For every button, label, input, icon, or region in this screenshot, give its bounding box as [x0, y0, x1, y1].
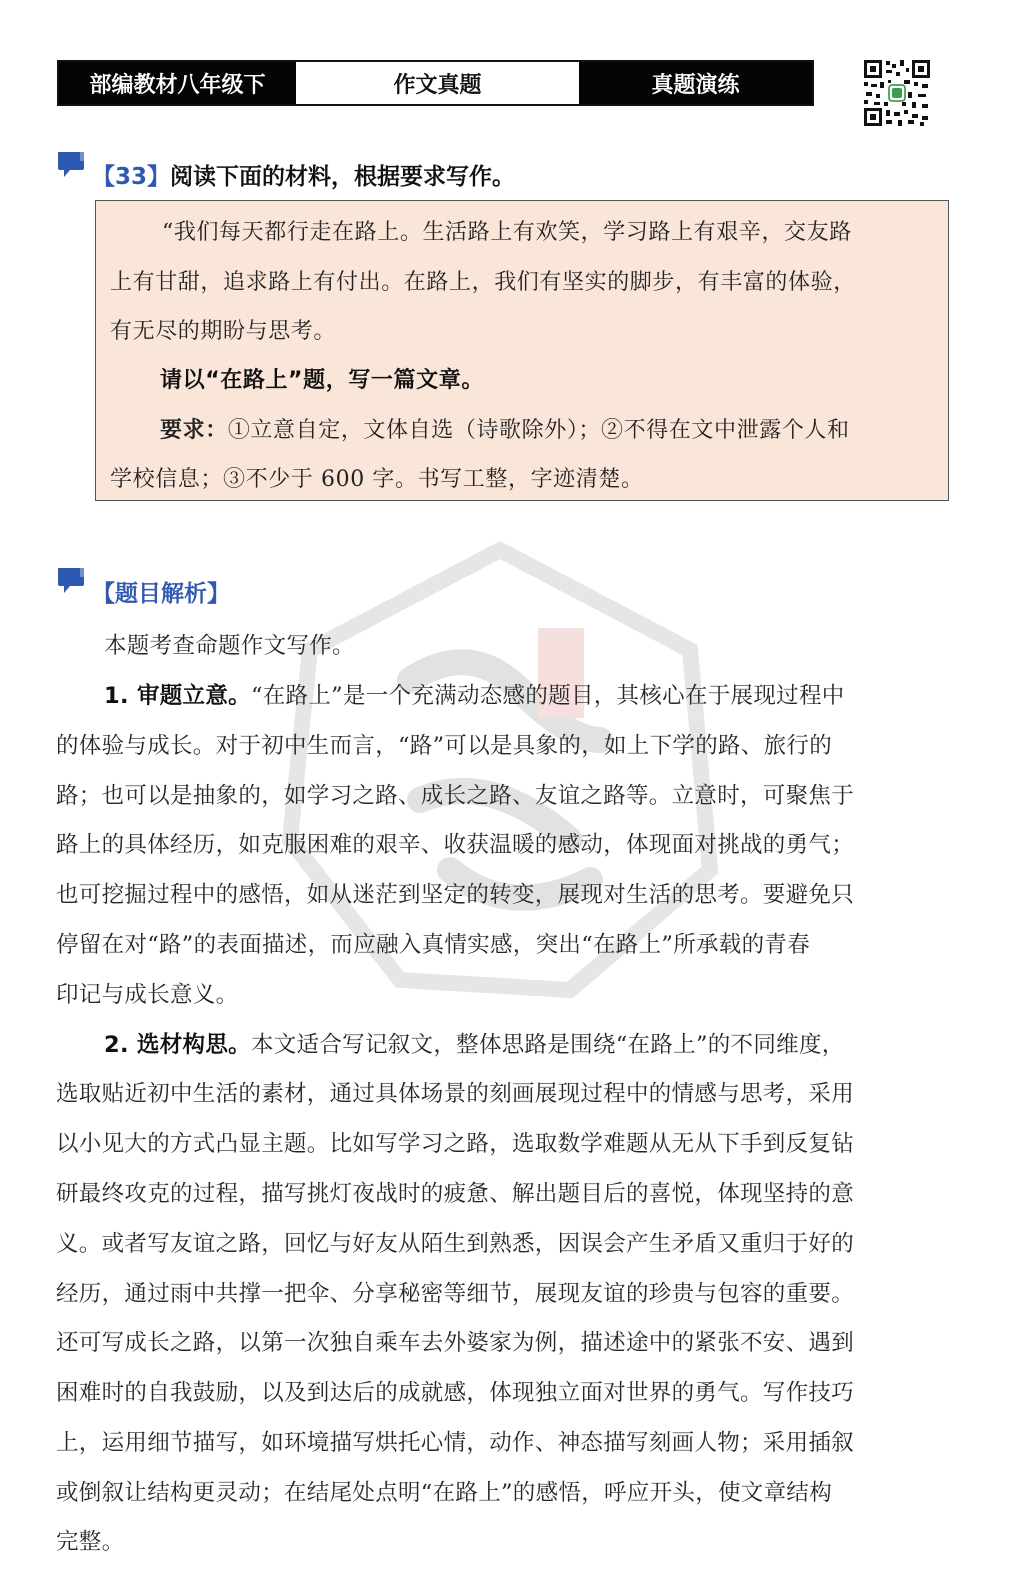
prompt-line-3: 有无尽的期盼与思考。 [110, 319, 337, 344]
header-section-label: 真题演练 [579, 62, 812, 104]
header-bar [57, 60, 814, 106]
analysis-p2-line-5: 义。或者写友谊之路，回忆与好友从陌生到熟悉，因误会产生矛盾又重归于好的 [56, 1231, 855, 1257]
analysis-p2-line-2: 选取贴近初中生活的素材，通过具体场景的刻画展现过程中的情感与思考，采用 [56, 1081, 855, 1107]
requirements-label: 要求： [160, 418, 228, 443]
analysis-p1-line-3: 路；也可以是抽象的，如学习之路、成长之路、友谊之路等。立意时，可聚焦于 [56, 783, 855, 809]
analysis-p2-line-3: 以小见大的方式凸显主题。比如写学习之路，选取数学难题从无从下手到反复钻 [56, 1131, 855, 1157]
analysis-p1-line-5: 也可挖掘过程中的感悟，如从迷茫到坚定的转变，展现对生活的思考。要避免只 [56, 882, 855, 908]
analysis-p2-heading: 2. 选材构思。 [104, 1032, 251, 1058]
question-number: 【33】 [92, 164, 171, 190]
analysis-p2-line-10: 或倒叙让结构更灵动；在结尾处点明“在路上”的感悟，呼应开头，使文章结构 [56, 1480, 833, 1506]
qr-code-icon [862, 58, 932, 128]
analysis-p2-line-1 [104, 1027, 936, 1059]
bookmark-flag-icon [56, 150, 86, 180]
analysis-p2-line-7: 还可写成长之路，以第一次独自乘车去外婆家为例，描述途中的紧张不安、遇到 [56, 1330, 855, 1356]
analysis-p1-line-7: 印记与成长意义。 [56, 982, 239, 1008]
analysis-p1-line-2: 的体验与成长。对于初中生而言，“路”可以是具象的，如上下学的路、旅行的 [56, 733, 833, 759]
prompt-line-1: “我们每天都行走在路上。生活路上有欢笑，学习路上有艰辛，交友路 [162, 220, 852, 245]
prompt-requirements-line-1 [110, 413, 936, 444]
header-grade-label: 部编教材八年级下 [59, 62, 296, 104]
question-instruction: 阅读下面的材料，根据要求写作。 [170, 164, 516, 190]
analysis-p2-line-11: 完整。 [56, 1529, 125, 1555]
analysis-intro: 本题考查命题作文写作。 [104, 633, 355, 659]
bookmark-flag-icon [56, 566, 86, 596]
analysis-p1-line-4: 路上的具体经历，如克服困难的艰辛、收获温暖的感动，体现面对挑战的勇气； [56, 832, 855, 858]
requirements-text-1: ①立意自定，文体自选（诗歌除外）；②不得在文中泄露个人和 [227, 418, 850, 443]
header-topic-label: 作文真题 [296, 62, 579, 104]
analysis-p1-text: “在路上”是一个充满动态感的题目，其核心在于展现过程中 [250, 683, 845, 709]
analysis-p1-line-6: 停留在对“路”的表面描述，而应融入真情实感，突出“在路上”所承载的青春 [56, 932, 811, 958]
analysis-p2-text: 本文适合写记叙文，整体思路是围绕“在路上”的不同维度， [250, 1032, 845, 1058]
analysis-p2-line-4: 研最终攻克的过程，描写挑灯夜战时的疲惫、解出题目后的喜悦，体现坚持的意 [56, 1181, 855, 1207]
prompt-task: 请以“在路上”题，写一篇文章。 [160, 368, 484, 393]
analysis-p2-line-6: 经历，通过雨中共撑一把伞、分享秘密等细节，展现友谊的珍贵与包容的重要。 [56, 1281, 855, 1307]
analysis-title-text: 【题目解析】 [92, 581, 230, 607]
question-title [92, 158, 515, 191]
prompt-line-2: 上有甘甜，追求路上有付出。在路上，我们有坚实的脚步，有丰富的体验， [110, 270, 856, 295]
analysis-title [92, 575, 230, 608]
analysis-p2-line-8: 困难时的自我鼓励，以及到达后的成就感，体现独立面对世界的勇气。写作技巧 [56, 1380, 855, 1406]
prompt-material-box [95, 200, 949, 501]
analysis-p1-heading: 1. 审题立意。 [104, 683, 251, 709]
analysis-p1-line-1 [104, 678, 936, 710]
prompt-requirements-line-2: 学校信息；③不少于 600 字。书写工整，字迹清楚。 [110, 467, 644, 492]
analysis-p2-line-9: 上，运用细节描写，如环境描写烘托心情，动作、神态描写刻画人物；采用插叙 [56, 1430, 855, 1456]
